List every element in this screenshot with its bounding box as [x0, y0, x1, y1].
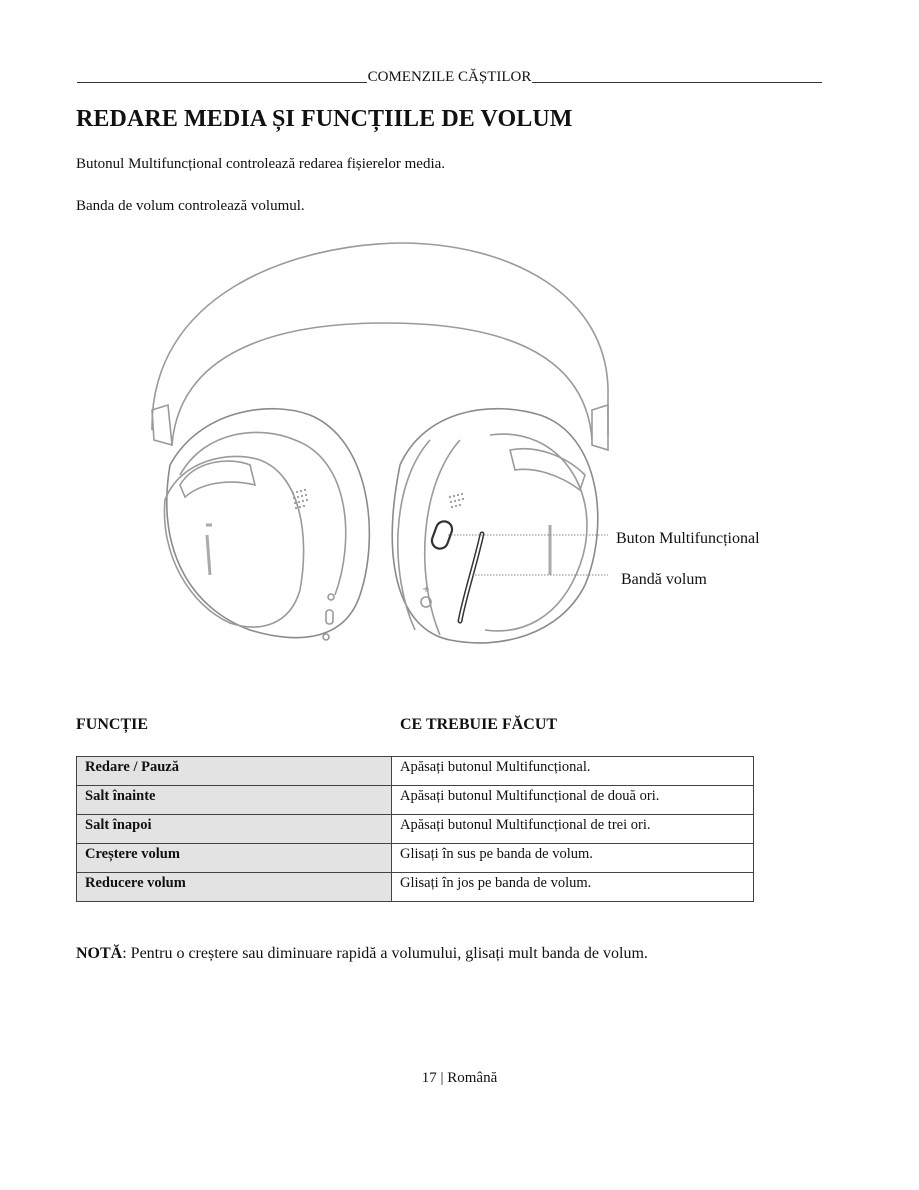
headphones-illustration [140, 235, 620, 655]
function-cell: Salt înainte [77, 786, 392, 815]
intro-paragraph-1: Butonul Multifuncțional controlează redarea fișierelor media. [76, 156, 446, 172]
note-text: : Pentru o creștere sau diminuare rapidă a volumului, glisați mult banda de volum. [122, 945, 648, 962]
function-cell: Redare / Pauză [77, 757, 392, 786]
header-rule-left [77, 82, 367, 83]
column-header-function: FUNCȚIE [76, 716, 149, 733]
table-row [77, 757, 754, 786]
action-cell: Glisați în sus pe banda de volum. [392, 844, 754, 873]
header-rule-right [532, 82, 822, 83]
multifunction-button-drawing [430, 519, 455, 551]
function-cell: Reducere volum [77, 873, 392, 902]
function-cell: Creștere volum [77, 844, 392, 873]
column-header-action: CE TREBUIE FĂCUT [400, 716, 558, 733]
action-cell: Apăsați butonul Multifuncțional de două ori. [392, 786, 754, 815]
intro-paragraph-2: Banda de volum controlează volumul. [76, 198, 305, 214]
running-header [77, 64, 822, 86]
note-label: NOTĂ [76, 945, 123, 962]
callout-multifunction-button: Buton Multifuncțional [616, 530, 760, 547]
action-cell: Apăsați butonul Multifuncțional. [392, 757, 754, 786]
function-cell: Salt înapoi [77, 815, 392, 844]
callout-volume-strip: Bandă volum [621, 571, 707, 588]
page-title: REDARE MEDIA ȘI FUNCȚIILE DE VOLUM [76, 106, 573, 132]
table-row [77, 815, 754, 844]
running-title: COMENZILE CĂȘTILOR [367, 69, 532, 85]
page-footer: 17 | Română [421, 1070, 498, 1086]
table-row [77, 873, 754, 902]
action-cell: Glisați în jos pe banda de volum. [392, 873, 754, 902]
action-cell: Apăsați butonul Multifuncțional de trei ori. [392, 815, 754, 844]
table-row [77, 786, 754, 815]
functions-table [76, 756, 754, 902]
table-row [77, 844, 754, 873]
note-paragraph [76, 945, 648, 963]
